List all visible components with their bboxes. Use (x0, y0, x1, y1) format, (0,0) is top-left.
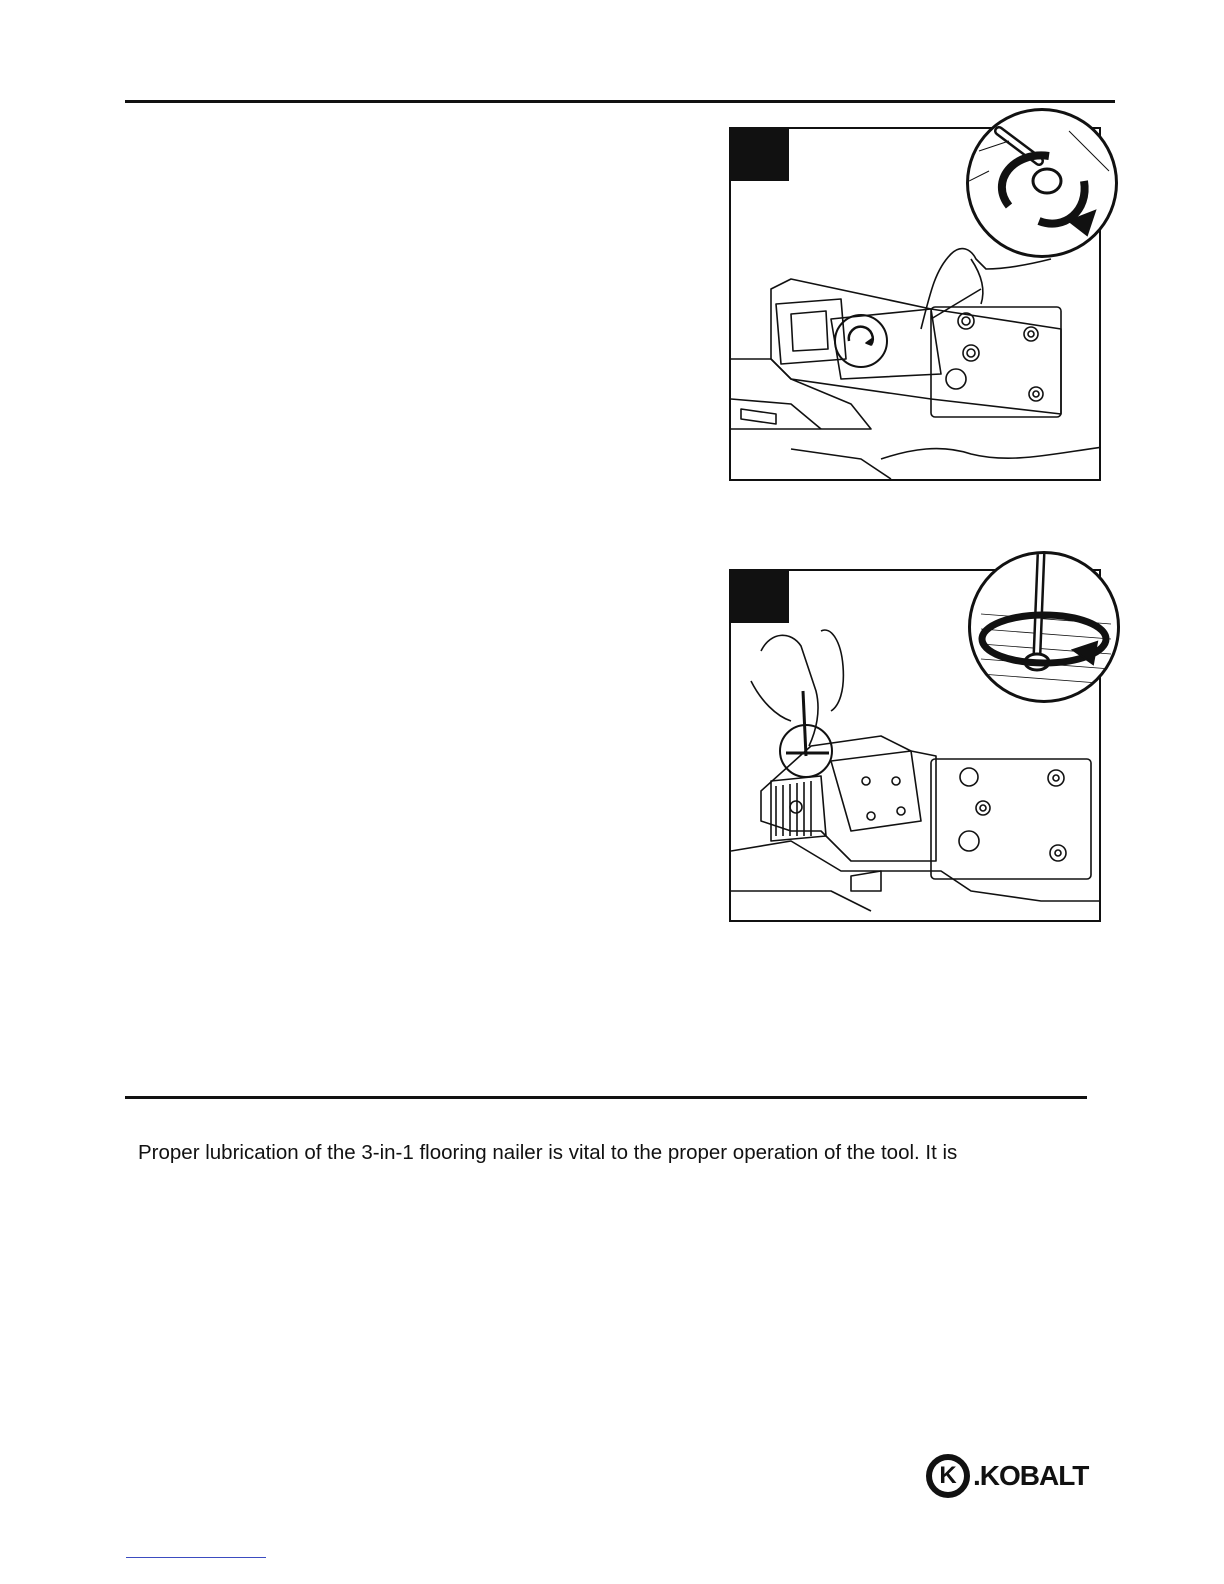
kobalt-logo (926, 1454, 1092, 1500)
section-divider (125, 1096, 1087, 1099)
top-divider (125, 100, 1115, 103)
figure-2-detail-zoom (968, 551, 1120, 703)
kobalt-wordmark: .KOBALT (973, 1460, 1089, 1491)
kobalt-logo-mark: K (926, 1454, 970, 1498)
rotate-arrow-icon (969, 111, 1115, 255)
figure-1-detail-zoom (966, 108, 1118, 258)
lubrication-paragraph: Proper lubrication of the 3-in-1 flooring nailer is vital to the proper operation of the tool. It is (138, 1141, 958, 1164)
rotate-arrow-icon (971, 554, 1117, 700)
footer-link-underline[interactable] (126, 1557, 266, 1558)
